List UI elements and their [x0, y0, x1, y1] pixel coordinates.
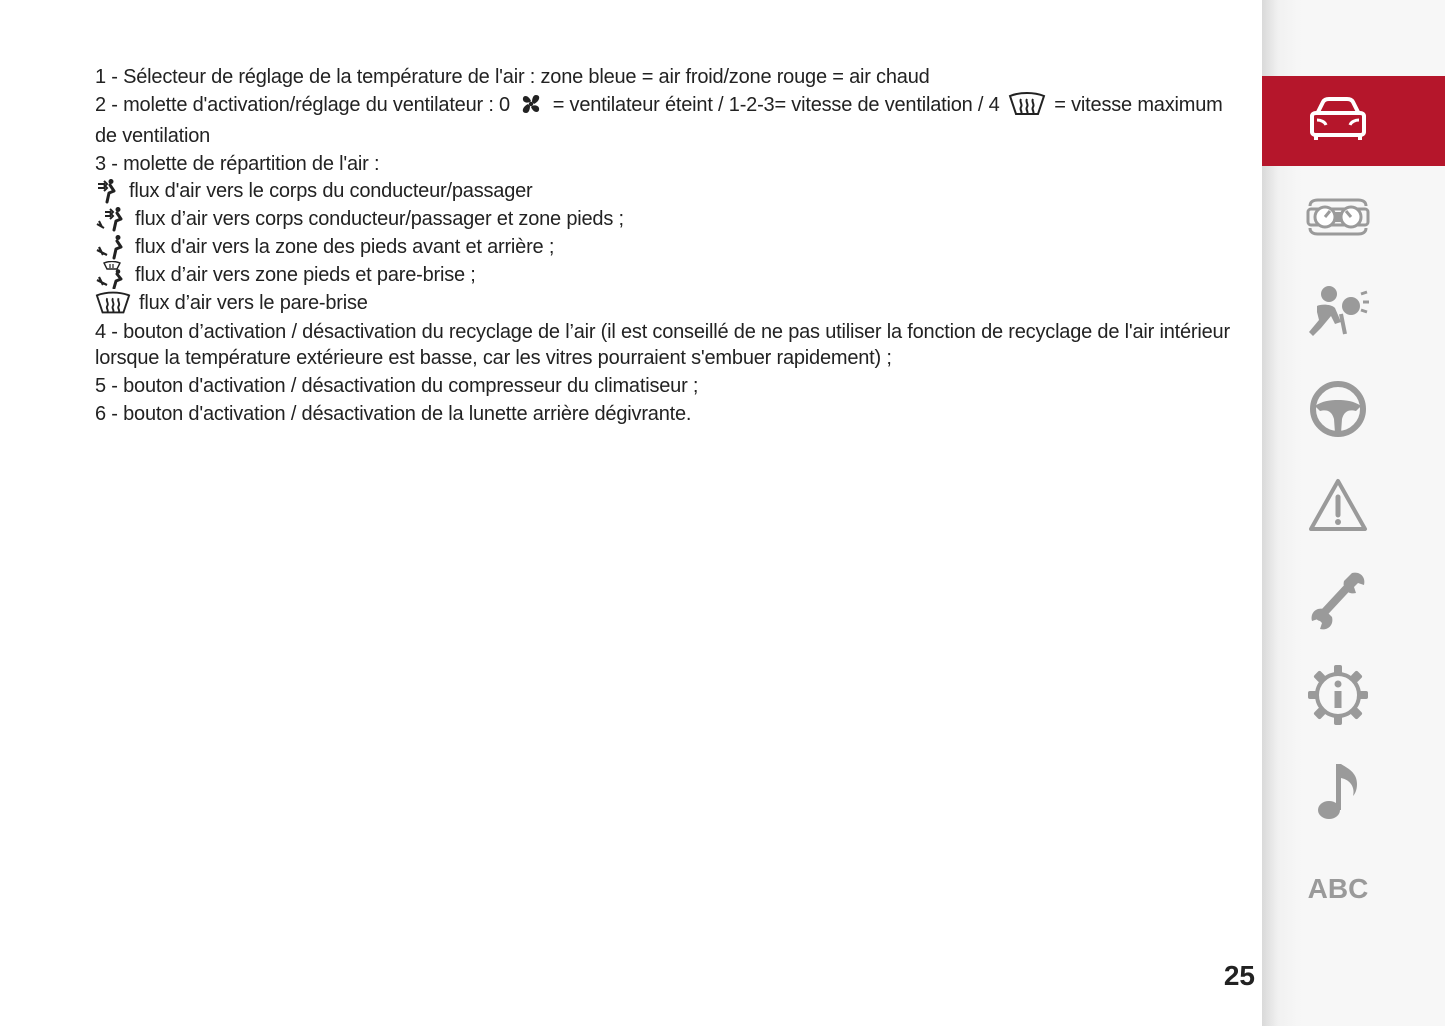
tab-safety[interactable] [1262, 270, 1445, 360]
steering-wheel-icon [1308, 379, 1368, 444]
item-4: 4 - bouton d’activation / désactivation du recyclage de l’air (il est conseillé de ne pas utiliser la fonction de recyclage de l'air intérieur lorsque la température extérieure est basse, car les vitres pourraient s'embuer rapidement) ; [95, 321, 1230, 369]
flow-text-1: flux d'air vers le corps du conducteur/passager [129, 180, 533, 202]
item-2-part-a: 2 - molette d'activation/réglage du ventilateur : 0 [95, 94, 510, 116]
chapter-sidebar [1262, 0, 1445, 1026]
abc-index-label: ABC [1307, 873, 1369, 904]
tab-multimedia[interactable] [1262, 748, 1445, 838]
tab-dashboard[interactable] [1262, 174, 1445, 264]
flow-text-4: flux d’air vers zone pieds et pare-brise ; [135, 264, 476, 286]
windshield-defrost-small-icon [95, 291, 131, 315]
windshield-defrost-icon [1008, 92, 1046, 123]
dashboard-icon [1306, 196, 1370, 243]
item-2-part-c: = vitesse maximum de ventilation [95, 94, 1223, 147]
air-feet-icon [95, 234, 127, 260]
item-5: 5 - bouton d'activation / désactivation du compresseur du climatiseur ; [95, 375, 699, 397]
flow-row-3 [95, 233, 1235, 261]
air-body-icon [95, 178, 121, 204]
info-gear-icon [1307, 664, 1369, 731]
wrench-icon [1308, 569, 1368, 638]
flow-text-3: flux d'air vers la zone des pieds avant et arrière ; [135, 236, 555, 258]
page-number: 25 [1223, 960, 1255, 991]
item-3: 3 - molette de répartition de l'air : [95, 153, 380, 175]
item-6: 6 - bouton d'activation / désactivation de la lunette arrière dégivrante. [95, 403, 692, 425]
content-body [95, 64, 1235, 429]
tab-technical[interactable] [1262, 652, 1445, 742]
tab-maintenance[interactable] [1262, 558, 1445, 648]
item-2 [95, 92, 1235, 149]
item-2-part-b: = ventilateur éteint / 1-2-3= vitesse de ventilation / 4 [552, 94, 1000, 116]
air-body-feet-icon [95, 206, 127, 232]
warning-icon [1307, 477, 1369, 538]
item-1: 1 - Sélecteur de réglage de la température de l'air : zone bleue = air froid/zone rouge = air chaud [95, 66, 930, 88]
car-icon [1307, 96, 1369, 147]
tab-emergency[interactable] [1262, 462, 1445, 552]
flow-row-2 [95, 205, 1235, 233]
air-feet-windshield-icon [95, 261, 127, 289]
tab-driving[interactable] [1262, 366, 1445, 456]
flow-row-1 [95, 177, 1235, 205]
music-icon [1313, 760, 1363, 827]
flow-text-2: flux d’air vers corps conducteur/passager et zone pieds ; [135, 208, 624, 230]
tab-index[interactable] [1262, 844, 1445, 934]
flow-row-4 [95, 261, 1235, 289]
flow-row-5 [95, 289, 1235, 317]
airbag-icon [1307, 284, 1369, 347]
fan-icon [518, 92, 544, 123]
flow-text-5: flux d’air vers le pare-brise [139, 292, 368, 314]
tab-car[interactable] [1262, 76, 1445, 166]
